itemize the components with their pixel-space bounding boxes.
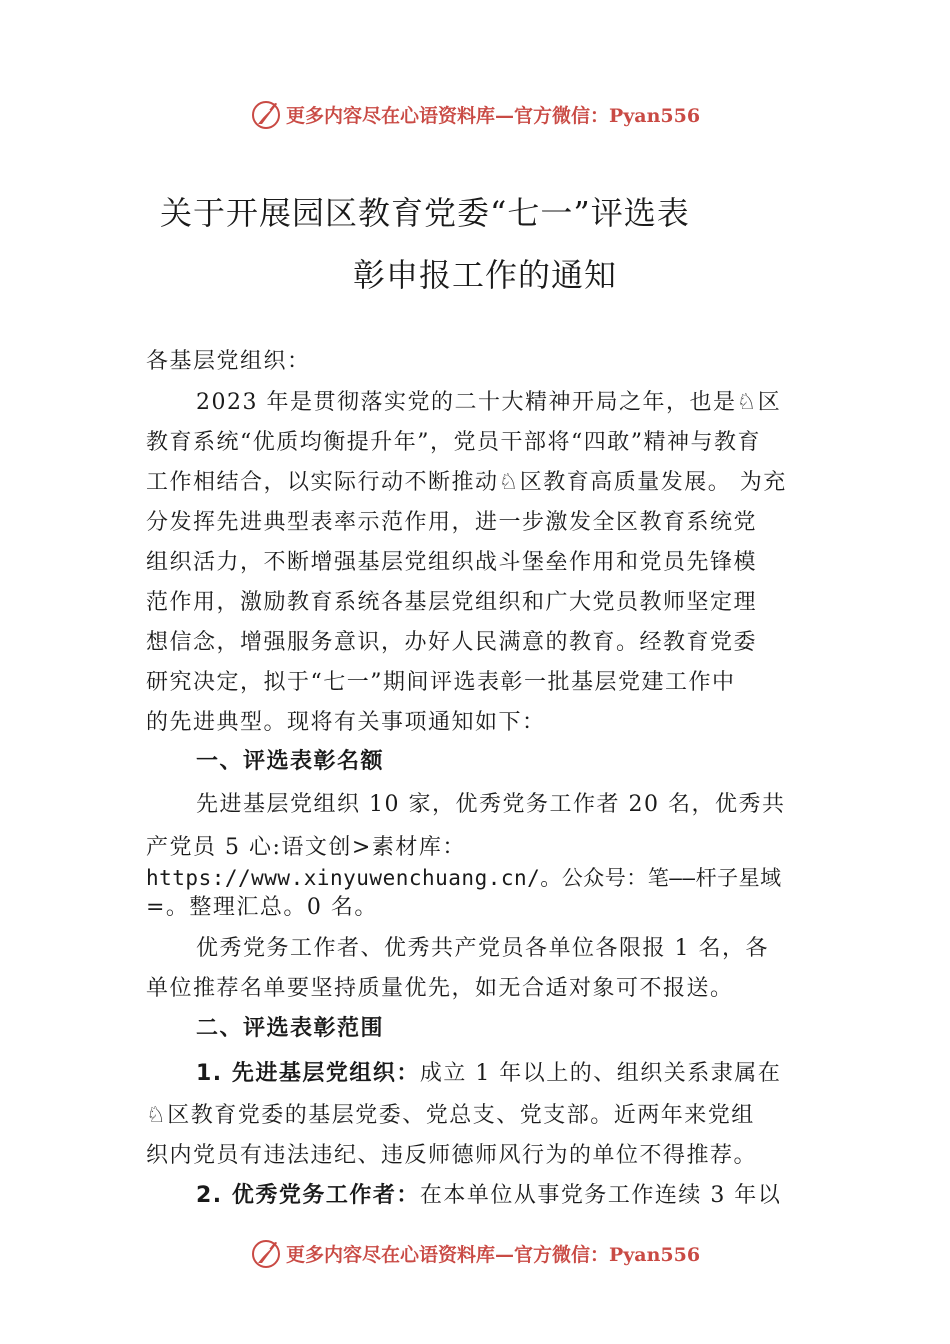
paragraph-line-url: https://www.xinyuwenchuang.cn/。公众号：笔——杆子星域 [146,866,782,890]
paragraph-line: 单位推荐名单要坚持质量优先，如无合适对象可不报送。 [146,976,734,1001]
list-item-text: 成立 1 年以上的、组织关系隶属在 [419,1061,782,1086]
list-item-worker [196,1182,781,1210]
paragraph-line: ♘区教育党委的基层党委、党总支、党支部。近两年来党组 [146,1103,755,1128]
paragraph-line: 产党员 5 心:语文创>素材库： [146,835,466,860]
paragraph-line: 的先进典型。现将有关事项通知如下： [146,710,546,735]
watermark-banner-top [0,94,950,134]
paragraph-line: 研究决定，拟于“七一”期间评选表彰一批基层党建工作中 [146,670,736,695]
list-item-text: 在本单位从事党务工作连续 3 年以 [419,1183,782,1208]
paragraph-line: 工作相结合，以实际行动不断推动♘区教育高质量发展。 为充 [146,470,787,495]
paragraph-line: =。整理汇总。0 名。 [146,895,378,920]
feather-logo-icon [250,1237,282,1269]
document-title-line1: 关于开展园区教育党委“七一”评选表 [160,194,690,232]
watermark-text: 更多内容尽在心语资料库—官方微信：Pyan556 [285,1243,701,1266]
feather-logo-icon [250,98,282,130]
paragraph-line: 教育系统“优质均衡提升年”，党员干部将“四敢”精神与教育 [146,430,761,455]
paragraph-line: 想信念，增强服务意识，办好人民满意的教育。经教育党委 [146,630,758,655]
paragraph-line: 分发挥先进典型表率示范作用，进一步激发全区教育系统党 [146,510,758,535]
paragraph-line: 先进基层党组织 10 家，优秀党务工作者 20 名，优秀共 [196,792,786,817]
salutation: 各基层党组织： [146,349,311,374]
paragraph-line: 优秀党务工作者、优秀共产党员各单位各限报 1 名，各 [196,936,769,961]
section-heading-scope: 二、评选表彰范围 [196,1016,385,1041]
paragraph-line: 织内党员有违法违纪、违反师德师风行为的单位不得推荐。 [146,1143,758,1168]
list-item-org [196,1060,781,1088]
document-title-line2: 彰申报工作的通知 [353,256,618,294]
paragraph-line: 范作用，激励教育系统各基层党组织和广大党员教师坚定理 [146,590,758,615]
list-item-label: 2. 优秀党务工作者： [196,1183,420,1208]
paragraph-line: 2023 年是贯彻落实党的二十大精神开局之年，也是♘区 [196,390,782,415]
paragraph-line: 组织活力，不断增强基层党组织战斗堡垒作用和党员先锋模 [146,550,758,575]
watermark-text: 更多内容尽在心语资料库—官方微信：Pyan556 [285,104,701,127]
section-heading-quota: 一、评选表彰名额 [196,749,385,774]
list-item-label: 1. 先进基层党组织： [196,1061,420,1086]
watermark-banner-bottom [0,1233,950,1273]
